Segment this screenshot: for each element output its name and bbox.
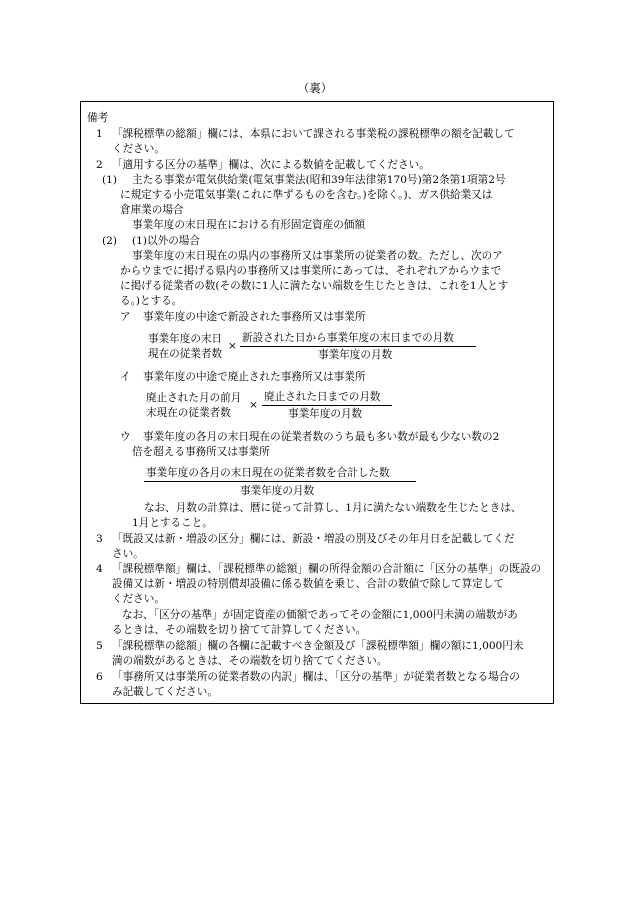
- sub2-line: からウまでに掲げる県内の事務所又は事業所にあっては、それぞれアからウまで: [120, 265, 502, 277]
- sub2-head: (1)以外の場合: [132, 235, 200, 247]
- case-a-label: ア: [120, 311, 131, 323]
- formula-a-fraction-bar: [240, 346, 476, 347]
- sub2-number: (2): [102, 235, 118, 247]
- formula-a-left: 事業年度の末日: [148, 333, 223, 345]
- item-number-4: 4: [96, 563, 103, 575]
- item-number-2: 2: [96, 159, 103, 171]
- item-4-line: なお、「区分の基準」が固定資産の価額であってその金額に1,000円未満の端数があ: [122, 609, 518, 621]
- item-2-line: 「適用する区分の基準」欄は、次による数値を記載してください。: [112, 159, 430, 171]
- item-number-6: 6: [96, 671, 103, 683]
- month-calc-note: なお、月数の計算は、暦に従って計算し、1月に満たない端数を生じたときは、: [144, 502, 522, 514]
- item-6-line: 「事務所又は事業所の従業者数の内訳」欄は、「区分の基準」が従業者数となる場合の: [112, 671, 520, 683]
- formula-a-left: 現在の従業者数: [148, 348, 223, 360]
- item-5-line: 「課税標準の総額」欄の各欄に記載すべき金額及び「課税標準額」欄の額に1,000円未: [112, 640, 524, 652]
- case-u-label: ウ: [120, 431, 131, 443]
- sub1-line: 主たる事業が電気供給業(電気事業法(昭和39年法律第170号)第2条第1項第2号: [132, 174, 506, 186]
- page-heading: （裏）: [297, 81, 333, 95]
- formula-a-times: ×: [228, 340, 237, 352]
- item-number-1: 1: [96, 128, 103, 140]
- item-number-5: 5: [96, 640, 103, 652]
- sub1-line: 倉庫業の場合: [120, 204, 184, 216]
- item-4-line: 「課税標準額」欄は、「課税標準の総額」欄の所得金額の合計額に「区分の基準」の既設の: [112, 563, 542, 575]
- sub2-line: に掲げる従業者の数(その数に1人に満たない端数を生じたときは、これを1人とす: [120, 280, 509, 292]
- formula-i-left: 廃止された月の前月: [146, 392, 242, 404]
- sub2-line: 事業年度の末日現在の県内の事務所又は事業所の従業者の数。ただし、次のア: [132, 250, 503, 262]
- formula-i-left: 末現在の従業者数: [146, 407, 231, 419]
- formula-u-numerator: 事業年度の各月の末日現在の従業者数を合計した数: [146, 467, 390, 479]
- sub2-line: る。)とする。: [120, 295, 183, 307]
- month-calc-note: 1月とすること。: [132, 517, 213, 529]
- item-number-3: 3: [96, 533, 103, 545]
- item-3-line: 「既設又は新・増設の区分」欄には、新設・増設の別及びその年月日を記載してくだ: [112, 533, 515, 545]
- formula-a-denominator: 事業年度の月数: [318, 349, 393, 361]
- sub1-line: 事業年度の末日現在における有形固定資産の価額: [132, 219, 366, 231]
- case-a-text: 事業年度の中途で新設された事務所又は事業所: [143, 311, 366, 323]
- notes-title: 備考: [87, 112, 109, 124]
- item-1-line: 「課税標準の総額」欄には、本県において課される事業税の課税標準の額を記載して: [112, 128, 515, 140]
- item-1-line: ください。: [112, 143, 165, 155]
- item-4-line: ください。: [112, 593, 165, 605]
- formula-i-times: ×: [249, 399, 258, 411]
- formula-i-denominator: 事業年度の月数: [288, 408, 363, 420]
- formula-i-fraction-bar: [262, 405, 392, 406]
- formula-u-fraction-bar: [144, 481, 416, 482]
- case-u-line: 事業年度の各月の末日現在の従業者数のうち最も多い数が最も少ない数の2: [143, 431, 500, 443]
- item-4-line: 設備又は新・増設の特別償却設備に係る数値を乗じ、合計の数値で除して算定して: [112, 578, 504, 590]
- case-u-line: 倍を超える事務所又は事業所: [132, 446, 270, 458]
- case-i-label: イ: [120, 371, 131, 383]
- item-4-line: るときは、その端数を切り捨てて計算してください。: [112, 624, 367, 636]
- sub1-number: (1): [102, 174, 118, 186]
- formula-i-numerator: 廃止された日までの月数: [264, 391, 381, 403]
- item-3-line: さい。: [112, 548, 144, 560]
- formula-u-denominator: 事業年度の月数: [240, 485, 315, 497]
- formula-a-numerator: 新設された日から事業年度の末日までの月数: [242, 332, 454, 344]
- item-6-line: み記載してください。: [112, 686, 218, 698]
- sub1-line: に規定する小売電気事業(これに準ずるものを含む。)を除く。)、ガス供給業又は: [120, 189, 493, 201]
- case-i-text: 事業年度の中途で廃止された事務所又は事業所: [143, 371, 366, 383]
- item-5-line: 満の端数があるときは、その端数を切り捨ててください。: [112, 655, 388, 667]
